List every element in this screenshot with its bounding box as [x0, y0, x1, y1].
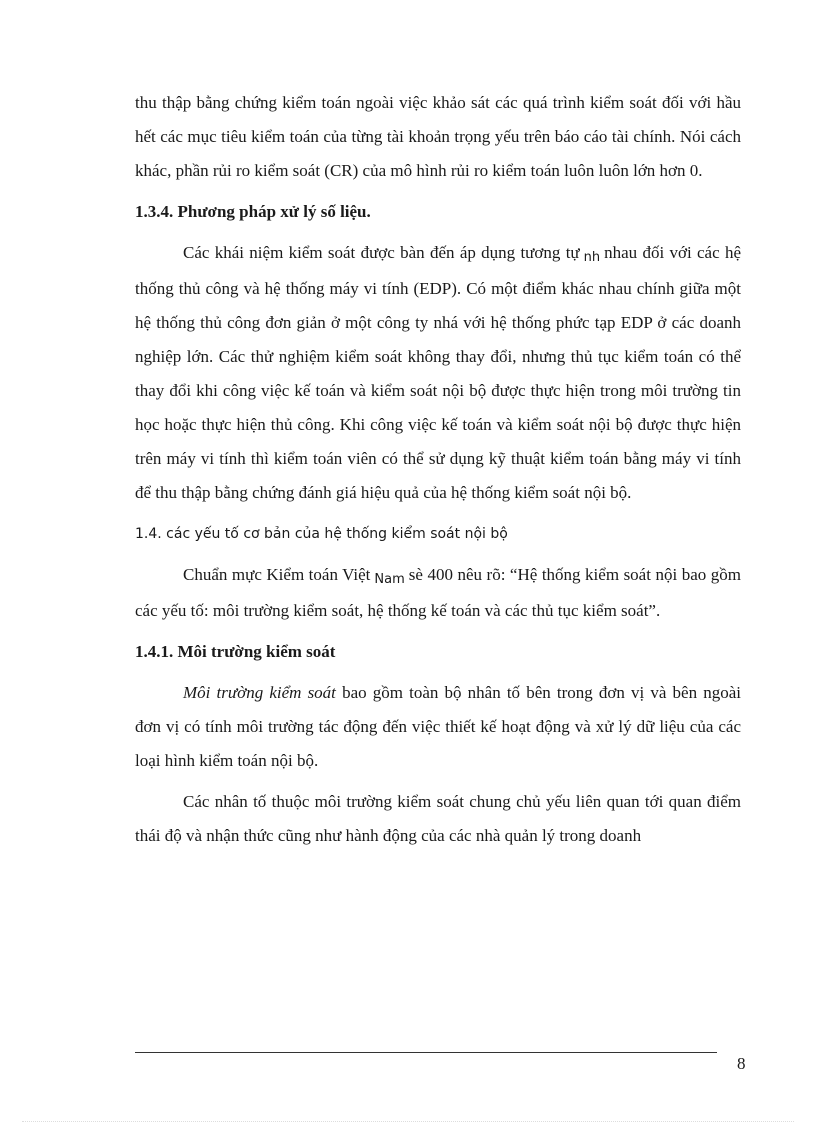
section-1-4-heading: 1.4. các yếu tố cơ bản của hệ thống kiểm soát nội bộ: [135, 526, 508, 542]
section-1-3-4-paragraph: [135, 236, 741, 510]
section-1-4-1-paragraph-1: [135, 676, 741, 778]
inline-fragment: nh: [583, 250, 601, 265]
paragraph-text-end: nhau đối với các hệ thống thủ công và hệ thống máy vi tính (EDP). Có một điểm khác nhau chính giữa một hệ thống thủ công đơn giản ở một công ty nhá với hệ thống phức tạp EDP ở các doanh nghiệp lớn. Các thử nghiệm kiểm soát không thay đổi, nhưng thủ tục kiểm toán có thể thay đổi khi công việc kế toán và kiểm soát nội bộ được thực hiện trong môi trường tin học hoặc thực hiện thủ công. Khi công việc kế toán và kiểm soát nội bộ được thực hiện trên máy vi tính thì kiểm toán viên có thể sử dụng kỹ thuật kiểm toán bằng máy vi tính để thu thập bằng chứng đánh giá hiệu quả của hệ thống kiểm soát nội bộ.: [135, 243, 741, 502]
page-edge-divider: [22, 1121, 794, 1122]
inline-fragment: Nam: [374, 572, 405, 587]
intro-paragraph: thu thập bằng chứng kiểm toán ngoài việc khảo sát các quá trình kiểm soát đối với hầu hết các mục tiêu kiểm toán của từng tài khoản trọng yếu trên báo cáo tài chính. Nói cách khác, phần rủi ro kiểm soát (CR) của mô hình rủi ro kiểm toán luôn luôn lớn hơn 0.: [135, 93, 741, 180]
footer-rule: [135, 1052, 717, 1053]
italic-term: Môi trường kiểm soát: [183, 683, 336, 702]
paragraph-text-rest: bao gồm toàn bộ nhân tố bên trong đơn vị và bên ngoài đơn vị có tính môi trường tác động đến việc thiết kế hoạt động và xử lý dữ liệu của các loại hình kiểm toán nội bộ.: [135, 683, 742, 770]
paragraph-text-start: Các khái niệm kiểm soát được bàn đến áp dụng tương tự: [183, 243, 580, 262]
paragraph-text-end: sè 400 nêu rõ: “Hệ thống kiểm soát nội bao gồm các yếu tố: môi trường kiểm soát, hệ thống kế toán và các thủ tục kiểm soát”.: [135, 565, 741, 620]
section-1-4-paragraph: [135, 558, 741, 628]
section-1-4-1-paragraph-2: Các nhân tố thuộc môi trường kiểm soát chung chủ yếu liên quan tới quan điểm thái độ và nhận thức cũng như hành động của các nhà quản lý trong doanh: [135, 792, 741, 845]
section-1-4-1-heading: 1.4.1. Môi trường kiểm soát: [135, 642, 336, 661]
page-number: 8: [737, 1054, 746, 1073]
paragraph-text-start: Chuẩn mực Kiểm toán Việt: [183, 565, 371, 584]
page-body: [135, 86, 741, 860]
section-1-3-4-heading: 1.3.4. Phương pháp xử lý số liệu.: [135, 202, 371, 221]
